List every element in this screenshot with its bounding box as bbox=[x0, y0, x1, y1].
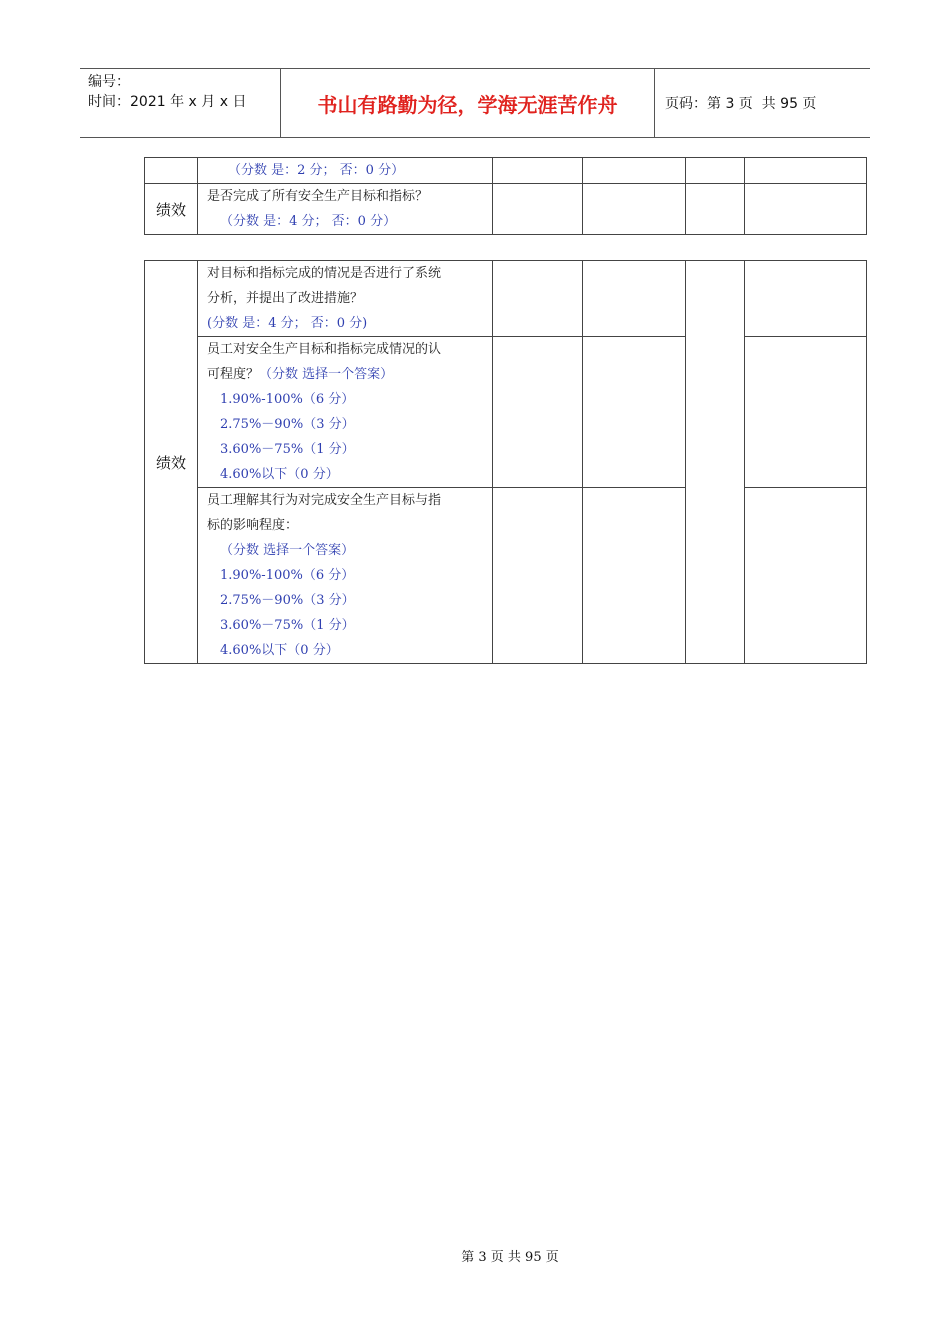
category-cell: 绩效 bbox=[145, 184, 198, 235]
input-cell[interactable] bbox=[745, 158, 867, 184]
category-cell bbox=[145, 158, 198, 184]
input-cell[interactable] bbox=[583, 261, 686, 337]
table-row bbox=[145, 158, 867, 184]
item-cell bbox=[198, 158, 493, 184]
page-footer: 第 3 页 共 95 页 bbox=[461, 1250, 559, 1265]
answer-option: 3.60%－75%（1 分） bbox=[220, 442, 355, 457]
score-rule: （分数 选择一个答案） bbox=[220, 543, 355, 558]
input-cell[interactable] bbox=[493, 184, 583, 235]
item-cell bbox=[198, 184, 493, 235]
input-cell[interactable] bbox=[493, 337, 583, 488]
answer-option: 2.75%－90%（3 分） bbox=[220, 593, 355, 608]
item-cell bbox=[198, 261, 493, 337]
document-number-label: 编号： bbox=[88, 74, 130, 90]
input-cell[interactable] bbox=[745, 337, 867, 488]
question-text: 标的影响程度： bbox=[207, 518, 299, 533]
input-cell[interactable] bbox=[493, 158, 583, 184]
answer-option: 4.60%以下（0 分） bbox=[220, 467, 339, 482]
input-cell[interactable] bbox=[493, 261, 583, 337]
table-row bbox=[145, 337, 867, 488]
input-cell[interactable] bbox=[686, 158, 745, 184]
input-cell[interactable] bbox=[583, 337, 686, 488]
answer-option: 3.60%－75%（1 分） bbox=[220, 618, 355, 633]
input-cell[interactable] bbox=[745, 261, 867, 337]
input-cell[interactable] bbox=[583, 488, 686, 664]
table-row bbox=[145, 261, 867, 337]
question-text: 员工理解其行为对完成安全生产目标与指 bbox=[207, 493, 442, 508]
question-text: 对目标和指标完成的情况是否进行了系统 bbox=[207, 266, 442, 281]
answer-option: 1.90%-100%（6 分） bbox=[220, 392, 355, 407]
answer-option: 1.90%-100%（6 分） bbox=[220, 568, 355, 583]
page-header bbox=[80, 68, 870, 138]
answer-option: 4.60%以下（0 分） bbox=[220, 643, 339, 658]
evaluation-table-continued bbox=[144, 157, 867, 235]
table-row bbox=[145, 488, 867, 664]
category-cell: 绩效 bbox=[145, 261, 198, 664]
input-cell[interactable] bbox=[745, 184, 867, 235]
score-rule: （分数 是：2 分； 否：0 分） bbox=[228, 163, 405, 178]
question-text bbox=[198, 362, 492, 387]
score-rule: （分数 是：4 分； 否：0 分） bbox=[220, 214, 397, 229]
question-text-end: 可程度？ bbox=[207, 367, 260, 382]
question-text: 是否完成了所有安全生产目标和指标？ bbox=[207, 189, 429, 204]
answer-option: 2.75%－90%（3 分） bbox=[220, 417, 355, 432]
input-cell[interactable] bbox=[686, 261, 745, 664]
item-cell bbox=[198, 337, 493, 488]
input-cell[interactable] bbox=[583, 184, 686, 235]
input-cell[interactable] bbox=[583, 158, 686, 184]
page-info-text: 页码：第 3 页 共 95 页 bbox=[665, 96, 817, 112]
evaluation-table bbox=[144, 260, 867, 664]
item-cell bbox=[198, 488, 493, 664]
header-motto: 书山有路勤为径，学海无涯苦作舟 bbox=[281, 69, 655, 137]
score-rule: (分数 是：4 分； 否：0 分) bbox=[207, 316, 368, 331]
document-date: 时间：2021 年 x 月 x 日 bbox=[88, 94, 247, 110]
score-rule: （分数 选择一个答案） bbox=[259, 367, 394, 382]
input-cell[interactable] bbox=[745, 488, 867, 664]
question-text: 分析，并提出了改进措施？ bbox=[207, 291, 364, 306]
header-page-info bbox=[655, 69, 870, 137]
input-cell[interactable] bbox=[686, 184, 745, 235]
question-text: 员工对安全生产目标和指标完成情况的认 bbox=[207, 342, 442, 357]
table-row bbox=[145, 184, 867, 235]
input-cell[interactable] bbox=[493, 488, 583, 664]
header-meta bbox=[80, 69, 281, 137]
